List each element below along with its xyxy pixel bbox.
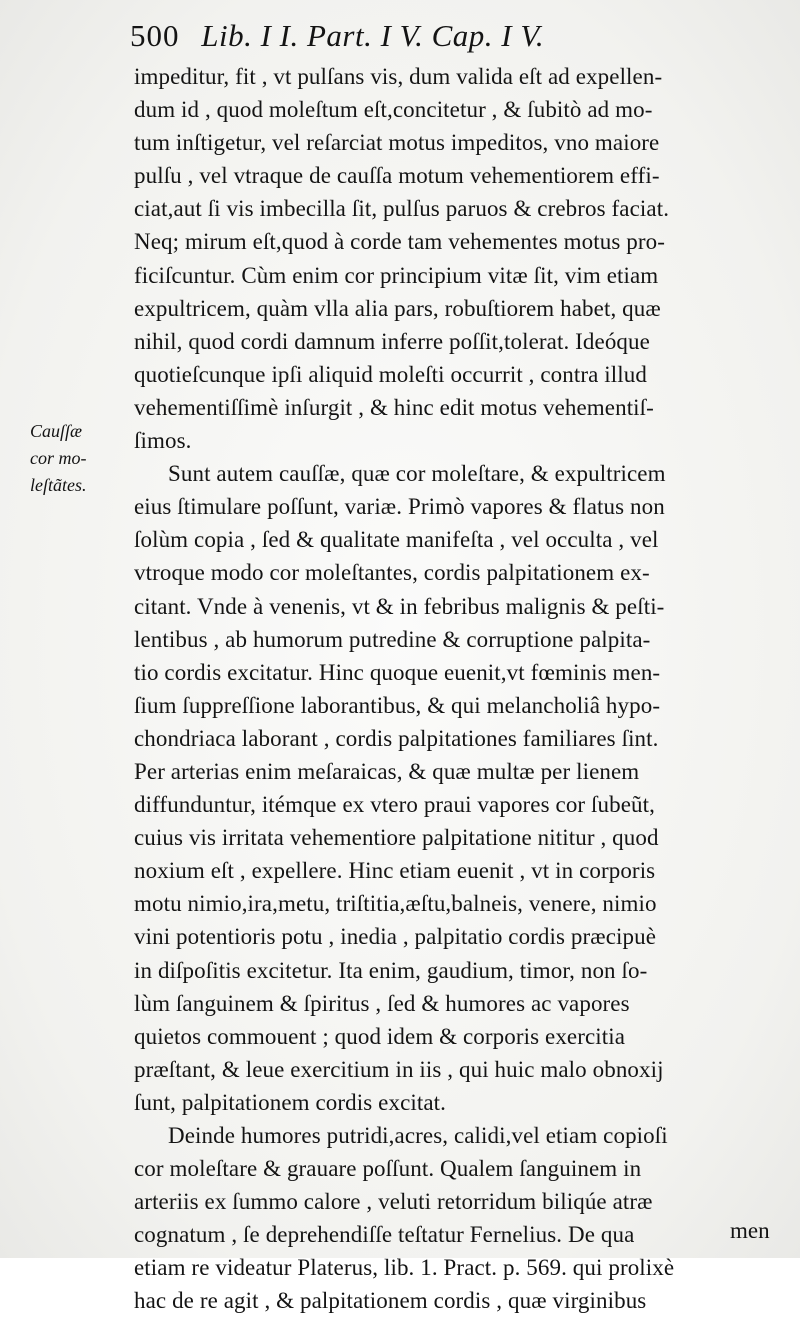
text-line: vtroque modo cor moleſtantes, cordis palpitationem ex- <box>134 560 650 586</box>
catchword: men <box>730 1218 770 1243</box>
text-line: impeditur, fit , vt pulſans vis, dum valida eſt ad expellen- <box>134 64 663 89</box>
text-line: ſunt, palpitationem cordis excitat. <box>134 1089 447 1115</box>
text-line: Neq; mirum eſt,quod à corde tam vehementes motus pro- <box>134 229 665 255</box>
text-line: lentibus , ab humorum putredine & corruptione palpita- <box>134 626 651 652</box>
body-text <box>134 60 770 1318</box>
text-line: cognatum , ſe deprehendiſſe teſtatur Fernelius. De qua <box>134 1222 635 1248</box>
text-line: vini potentioris potu , inedia , palpitatio cordis præcipuè <box>134 924 657 950</box>
text-line: dum id , quod moleſtum eſt,concitetur , & ſubitò ad mo- <box>134 97 653 123</box>
text-line: noxium eſt , expellere. Hinc etiam euenit , vt in corporis <box>134 858 656 884</box>
text-line: ſolùm copia , ſed & qualitate manifeſta , vel occulta , vel <box>134 527 659 553</box>
text-line: ciat,aut ſi vis imbecilla ſit, pulſus paruos & crebros faciat. <box>134 196 670 222</box>
text-line: cor moleſtare & grauare poſſunt. Qualem ſanguinem in <box>134 1156 642 1182</box>
text-line: ſimos. <box>134 428 192 454</box>
text-line: citant. Vnde à venenis, vt & in febribus malignis & peſti- <box>134 593 665 619</box>
marginal-note-line: leſtãtes. <box>30 475 87 495</box>
text-line: chondriaca laborant , cordis palpitationes familiares ſint. <box>134 725 659 751</box>
marginal-note-line: cor mo- <box>30 448 87 468</box>
text-line: Deinde humores putridi,acres, calidi,vel etiam copioſi <box>168 1123 668 1148</box>
text-line: pulſu , vel vtraque de cauſſa motum vehementiorem effi- <box>134 163 660 189</box>
text-line: Sunt autem cauſſæ, quæ cor moleſtare, & expultricem <box>168 461 666 487</box>
text-line: Per arterias enim meſaraicas, & quæ multæ per lienem <box>134 758 640 784</box>
text-line: tum inſtigetur, vel reſarciat motus impeditos, vno maiore <box>134 130 660 156</box>
text-line: lùm ſanguinem & ſpiritus , ſed & humores ac vapores <box>134 990 630 1016</box>
text-line: vehementiſſimè inſurgit , & hinc edit motus vehementiſ- <box>134 394 654 420</box>
text-line: diffunduntur, itémque ex vtero praui vapores cor ſubeũt, <box>134 792 655 818</box>
text-line: ſium ſuppreſſione laborantibus, & qui melancholiâ hypo- <box>134 692 661 718</box>
text-line: ficiſcuntur. Cùm enim cor principium vitæ ſit, vim etiam <box>134 262 659 288</box>
text-line: eius ſtimulare poſſunt, variæ. Primò vapores & flatus non <box>134 494 665 520</box>
text-line: præſtant, & leue exercitium in iis , qui huic malo obnoxij <box>134 1056 664 1082</box>
marginal-note <box>30 418 130 499</box>
text-line: hac de re agit , & palpitationem cordis , quæ virginibus <box>134 1288 647 1314</box>
text-line: quotieſcunque ipſi aliquid moleſti occurrit , contra illud <box>134 361 647 387</box>
text-line: cuius vis irritata vehementiore palpitatione nititur , quod <box>134 825 659 851</box>
marginal-note-line: Cauſſæ <box>30 421 83 441</box>
text-line: arteriis ex ſummo calore , veluti retorridum biliqúe atræ <box>134 1189 653 1215</box>
text-line: motu nimio,ira,metu, triſtitia,æſtu,balneis, venere, nimio <box>134 891 657 917</box>
text-line: etiam re videatur Platerus, lib. 1. Pract. p. 569. qui prolixè <box>134 1255 675 1281</box>
text-line: quietos commouent ; quod idem & corporis exercitia <box>134 1023 626 1049</box>
running-title: Lib. I I. Part. I V. Cap. I V. <box>201 18 545 53</box>
page-header <box>130 14 770 58</box>
page-number: 500 <box>130 18 180 53</box>
text-line: in diſpoſitis excitetur. Ita enim, gaudium, timor, non ſo- <box>134 957 648 983</box>
text-line: tio cordis excitatur. Hinc quoque euenit,vt fœminis men- <box>134 659 661 685</box>
text-line: expultricem, quàm vlla alia pars, robuſtiorem habet, quæ <box>134 295 661 321</box>
text-line: nihil, quod cordi damnum inferre poſſit,tolerat. Ideóque <box>134 328 650 354</box>
